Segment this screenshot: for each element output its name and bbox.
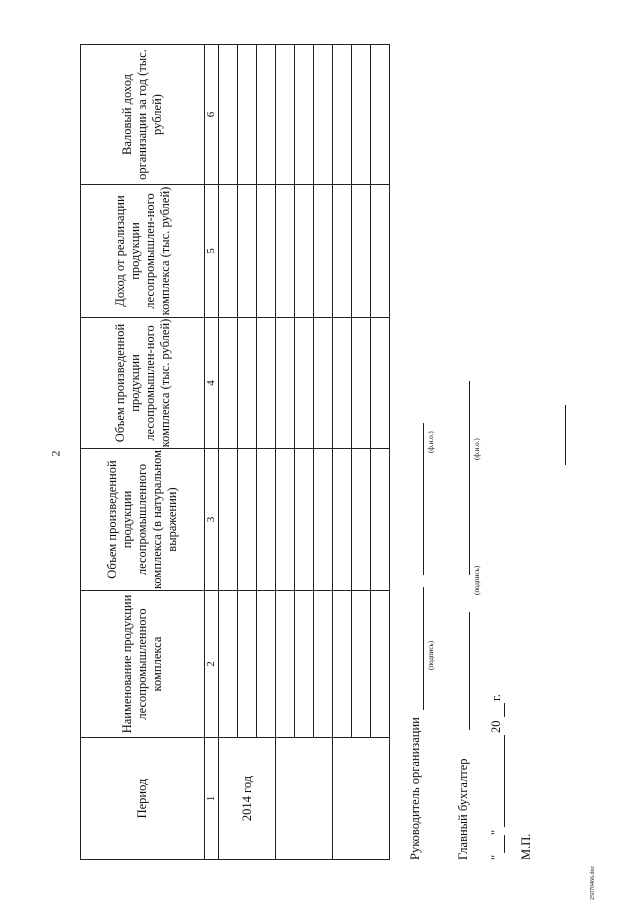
table-cell (257, 45, 276, 185)
accountant-label: Главный бухгалтер (456, 758, 470, 860)
table-cell (371, 318, 390, 449)
table-row (295, 45, 314, 860)
table-cell (257, 318, 276, 449)
table-cell (314, 185, 333, 318)
table-cell (295, 449, 314, 591)
date-close-quote: " (489, 829, 503, 835)
head-label: Руководитель организации (408, 717, 422, 860)
table-cell (314, 45, 333, 185)
decorative-divider (565, 405, 566, 465)
head-name-line (423, 423, 424, 575)
column-number: 5 (205, 185, 219, 318)
column-number-row (205, 45, 219, 860)
header-volume-natural: Объем произведенной продукции лесопромышленного комплекса (в натуральном выражении) (81, 449, 205, 591)
table-cell (352, 591, 371, 738)
table-cell (371, 449, 390, 591)
stamp-label: М.П. (519, 833, 533, 860)
table-row (276, 45, 295, 860)
table-cell (333, 591, 352, 738)
table-cell (295, 318, 314, 449)
table-cell (238, 185, 257, 318)
table-cell (238, 318, 257, 449)
header-period: Период (81, 738, 205, 860)
report-table (80, 44, 390, 860)
table-row (257, 45, 276, 860)
table-row (371, 45, 390, 860)
column-number: 1 (205, 738, 219, 860)
table-row (238, 45, 257, 860)
head-name-caption: (ф.и.о.) (427, 431, 435, 453)
table-cell (276, 185, 295, 318)
header-gross-income: Валовый доход организации за год (тыс. рублей) (81, 45, 205, 185)
table-cell (314, 591, 333, 738)
table-cell (371, 45, 390, 185)
table-row (333, 45, 352, 860)
head-signature-caption: (подпись) (427, 640, 435, 670)
head-signature-line (423, 587, 424, 710)
table-cell (333, 449, 352, 591)
column-number: 3 (205, 449, 219, 591)
period-cell: 2014 год (219, 738, 276, 860)
date-suffix: г. (489, 694, 503, 701)
table-cell (352, 185, 371, 318)
table-cell (276, 449, 295, 591)
column-number: 6 (205, 45, 219, 185)
period-cell-empty (276, 738, 333, 860)
table-cell (219, 185, 238, 318)
table-row (352, 45, 371, 860)
header-volume-rubles: Объем произведенной продукции лесопромышлен-ного комплекса (тыс. рублей) (81, 318, 205, 449)
table-cell (238, 449, 257, 591)
table-cell (352, 45, 371, 185)
table-cell (333, 318, 352, 449)
table-cell (257, 591, 276, 738)
table-cell (295, 591, 314, 738)
accountant-name-caption: (ф.и.о.) (473, 438, 481, 460)
page-number: 2 (48, 450, 63, 457)
table-cell (371, 591, 390, 738)
accountant-name-line (469, 381, 470, 575)
header-product-name: Наименование продукции лесопромышленного комплекса (81, 591, 205, 738)
date-year-line (504, 703, 505, 717)
header-income-sales: Доход от реализации продукции лесопромышлен-ного комплекса (тыс. рублей) (81, 185, 205, 318)
table-cell (352, 449, 371, 591)
table-cell (295, 45, 314, 185)
table-cell (219, 449, 238, 591)
table-cell (276, 318, 295, 449)
table-cell (238, 45, 257, 185)
table-cell (219, 318, 238, 449)
date-open-quote: " (489, 854, 503, 860)
doc-id: 25070466.doc (590, 865, 596, 900)
table-cell (238, 591, 257, 738)
table-header-row (81, 45, 205, 860)
table-cell (219, 45, 238, 185)
table-cell (257, 449, 276, 591)
date-century: 20 (489, 720, 503, 733)
table-cell (352, 318, 371, 449)
date-day-line (504, 835, 505, 853)
table-cell (257, 185, 276, 318)
accountant-signature-caption: (подпись) (473, 565, 481, 595)
table-cell (371, 185, 390, 318)
column-number: 2 (205, 591, 219, 738)
table-cell (333, 185, 352, 318)
table-cell (314, 318, 333, 449)
column-number: 4 (205, 318, 219, 449)
table-cell (295, 185, 314, 318)
accountant-signature-line (469, 612, 470, 730)
table-row (314, 45, 333, 860)
period-cell-empty (333, 738, 390, 860)
table-cell (276, 45, 295, 185)
table-row (219, 45, 238, 860)
table-cell (333, 45, 352, 185)
date-month-line (504, 735, 505, 827)
table-cell (219, 591, 238, 738)
table-cell (276, 591, 295, 738)
table-cell (314, 449, 333, 591)
rotated-sheet (0, 45, 600, 905)
